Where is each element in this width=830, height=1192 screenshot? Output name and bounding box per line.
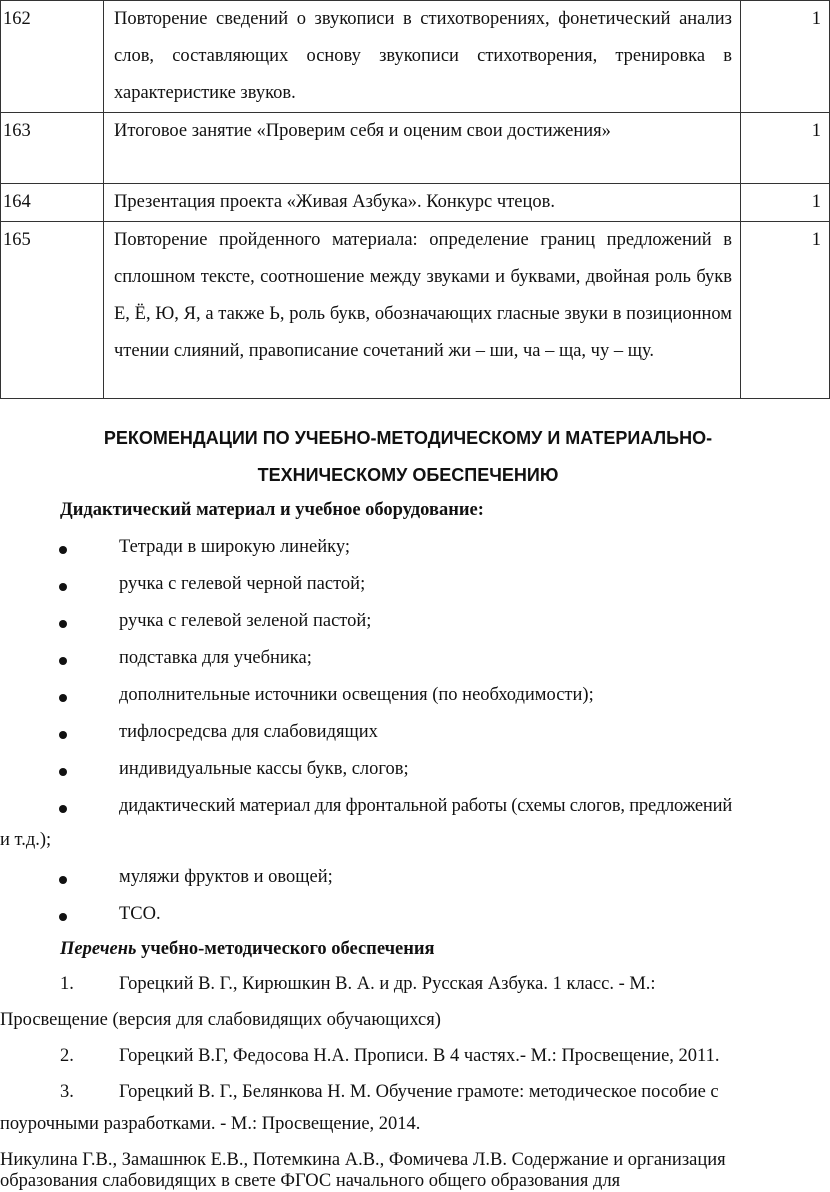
table-row [1,222,830,399]
reference-line2: образования слабовидящих в свете ФГОС начального общего образования для [0,1171,621,1191]
lesson-topic: Презентация проекта «Живая Азбука». Конкурс чтецов. [104,184,741,222]
curriculum-table [0,0,830,399]
lesson-hours: 1 [741,184,830,222]
table-row [1,113,830,184]
reference-line1: Никулина Г.В., Замашнюк Е.В., Потемкина А.В., Фомичева Л.В. Содержание и организация [0,1150,726,1170]
lesson-hours: 1 [741,222,830,399]
methodical-title: Перечень учебно-методического обеспечения [60,939,435,959]
bullet-icon [59,805,67,813]
lesson-hours: 1 [741,1,830,113]
section-title-line2: ТЕХНИЧЕСКОМУ ОБЕСПЕЧЕНИЮ [257,465,559,485]
list-item-continuation: и т.д.); [0,830,52,850]
lesson-number: 163 [1,113,104,184]
bullet-icon [59,583,67,591]
bullet-icon [59,657,67,665]
section-title-line1: РЕКОМЕНДАЦИИ ПО УЧЕБНО-МЕТОДИЧЕСКОМУ И МАТЕРИАЛЬНО- [103,428,713,448]
table-row [1,184,830,222]
bullet-icon [59,694,67,702]
bullet-icon [59,731,67,739]
lesson-number: 165 [1,222,104,399]
bullet-icon [59,620,67,628]
bullet-icon [59,546,67,554]
lesson-topic: Повторение пройденного материала: определение границ предложений в сплошном тексте, соотношение между звуками и буквами, двойная роль букв Е, Ё, Ю, Я, а также Ь, роль букв, обозначающих гласные звуки в позиционном чтении слияний, правописание сочетаний жи – ши, ча – ща, чу – щу. [104,222,741,399]
lesson-topic: Итоговое занятие «Проверим себя и оценим свои достижения» [104,113,741,184]
lesson-number: 162 [1,1,104,113]
table-row [1,1,830,113]
bullet-icon [59,768,67,776]
lesson-hours: 1 [741,113,830,184]
bullet-icon [59,913,67,921]
bullet-icon [59,876,67,884]
lesson-topic: Повторение сведений о звукописи в стихотворениях, фонетический анализ слов, составляющих основу звукописи стихотворения, тренировка в характеристике звуков. [104,1,741,113]
lesson-number: 164 [1,184,104,222]
equipment-subtitle: Дидактический материал и учебное оборудование: [60,500,484,520]
